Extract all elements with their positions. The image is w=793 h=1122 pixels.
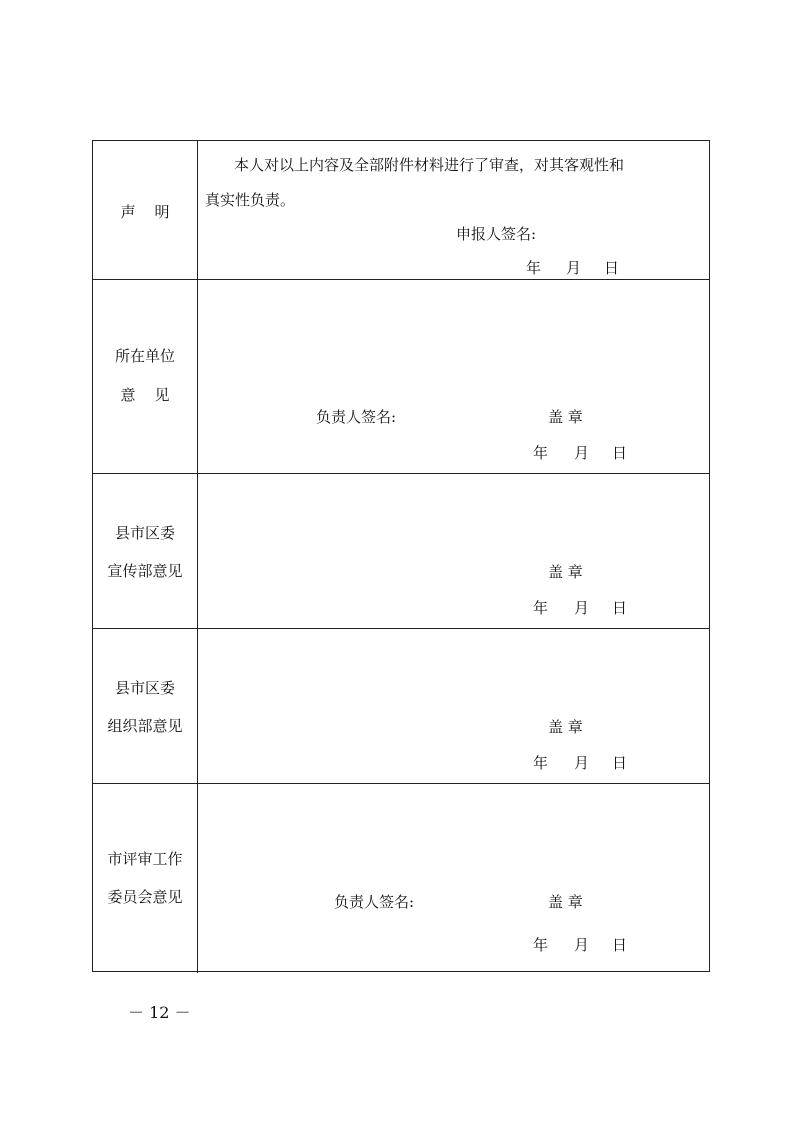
- unit-opinion-label-cell: [93, 280, 198, 473]
- propaganda-opinion-row: [93, 474, 709, 629]
- committee-opinion-label-line1: 市评审工作: [107, 850, 183, 868]
- organization-opinion-content-cell: [198, 629, 709, 783]
- date-month: 月: [574, 754, 590, 772]
- page-number: － 12 －: [128, 1003, 191, 1022]
- unit-opinion-label-line2: 意 见: [120, 386, 170, 404]
- date-year: 年: [533, 599, 549, 617]
- date-month: 月: [566, 259, 582, 277]
- unit-opinion-content-cell: [198, 280, 709, 473]
- declaration-label: 声 明: [120, 203, 170, 221]
- declaration-content-cell: [198, 141, 709, 279]
- organization-opinion-label-cell: [93, 629, 198, 783]
- declaration-text-line1: 本人对以上内容及全部附件材料进行了审查，对其客观性和: [234, 156, 625, 174]
- organization-opinion-label-line2: 组织部意见: [107, 717, 183, 735]
- propaganda-seal-label: 盖 章: [548, 563, 583, 581]
- date-day: 日: [612, 754, 628, 772]
- organization-opinion-row: [93, 629, 709, 784]
- unit-responsible-signature-label: 负责人签名:: [316, 408, 397, 426]
- unit-opinion-label-line1: 所在单位: [114, 347, 175, 365]
- unit-opinion-row: [93, 280, 709, 474]
- review-form-table: [92, 140, 710, 972]
- committee-opinion-content-cell: [198, 784, 709, 973]
- date-day: 日: [612, 599, 628, 617]
- date-year: 年: [533, 444, 549, 462]
- organization-opinion-label-line1: 县市区委: [114, 679, 175, 697]
- date-month: 月: [574, 599, 590, 617]
- date-day: 日: [612, 444, 628, 462]
- applicant-signature-label: 申报人签名:: [456, 225, 537, 243]
- declaration-text-line2: 真实性负责。: [205, 191, 296, 209]
- organization-seal-label: 盖 章: [548, 718, 583, 736]
- declaration-label-cell: [93, 141, 198, 279]
- committee-seal-label: 盖 章: [548, 893, 583, 911]
- date-year: 年: [526, 259, 542, 277]
- date-year: 年: [533, 936, 549, 954]
- date-day: 日: [612, 936, 628, 954]
- declaration-row: [93, 141, 709, 280]
- date-year: 年: [533, 754, 549, 772]
- propaganda-opinion-label-line2: 宣传部意见: [107, 562, 183, 580]
- date-day: 日: [604, 259, 620, 277]
- propaganda-opinion-label-cell: [93, 474, 198, 628]
- propaganda-opinion-content-cell: [198, 474, 709, 628]
- date-month: 月: [574, 936, 590, 954]
- committee-opinion-label-cell: [93, 784, 198, 973]
- committee-opinion-row: [93, 784, 709, 973]
- committee-responsible-signature-label: 负责人签名:: [334, 893, 415, 911]
- propaganda-opinion-label-line1: 县市区委: [114, 524, 175, 542]
- unit-seal-label: 盖 章: [548, 408, 583, 426]
- date-month: 月: [574, 444, 590, 462]
- committee-opinion-label-line2: 委员会意见: [107, 888, 183, 906]
